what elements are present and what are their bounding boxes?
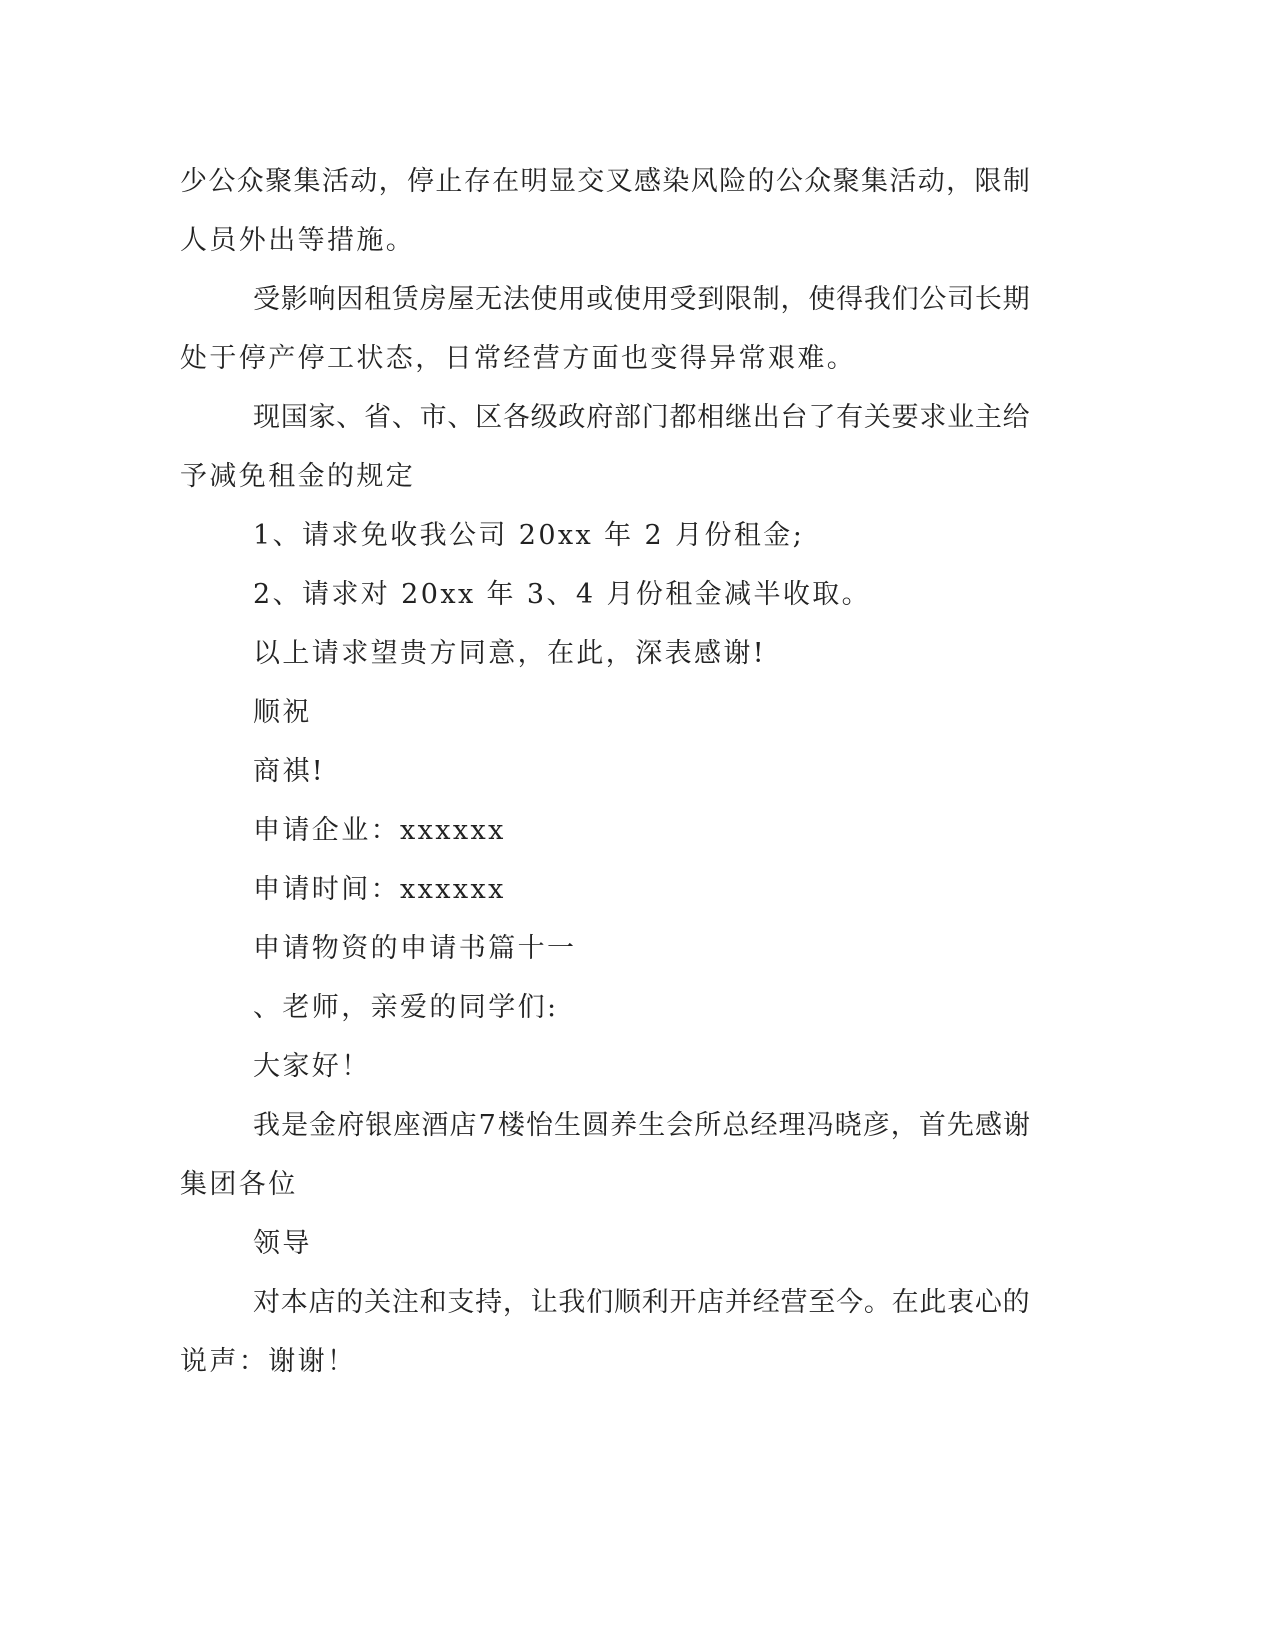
list-item: 1、请求免收我公司 20xx 年 2 月份租金; (253, 520, 805, 551)
list-item: 2、请求对 20xx 年 3、4 月份租金减半收取。 (253, 579, 872, 610)
paragraph-line: 受 影 响 因 租 赁 房 屋 无 法 使 用 或 使 用 受 到 限 制 ， 使 得 我 们 公 司 长 期 (253, 284, 1030, 315)
paragraph-line: 对 本 店 的 关 注 和 支 持 ， 让 我 们 顺 利 开 店 并 经 营 至 今 。 在 此 衷 心 的 (253, 1287, 1030, 1318)
paragraph-line: 我 是 金 府 银 座 酒 店 7 楼 怡 生 圆 养 生 会 所 总 经 理 冯 晓 彦 ， 首 先 感 谢 (253, 1110, 1030, 1141)
greeting-line: 大家好！ (253, 1051, 371, 1082)
applicant-line: 申请企业：xxxxxx (253, 815, 506, 846)
section-heading: 申请物资的申请书篇十一 (253, 933, 577, 964)
document-body (180, 152, 1030, 1391)
paragraph-line: 少 公 众 聚 集 活 动 ， 停 止 存 在 明 显 交 叉 感 染 风 险 的 公 众 聚 集 活 动 ， 限 制 (180, 166, 1030, 197)
greeting-line: 、老师，亲爱的同学们: (253, 992, 559, 1023)
paragraph-line: 领导 (253, 1228, 312, 1259)
paragraph-line: 集团各位 (180, 1169, 298, 1200)
paragraph-line: 人员外出等措施。 (180, 225, 416, 256)
paragraph-line: 说声：谢谢！ (180, 1346, 357, 1377)
salutation-line: 商祺! (253, 756, 326, 787)
closing-line: 以上请求望贵方同意，在此，深表感谢! (253, 638, 767, 669)
paragraph-line: 现 国 家 、 省 、 市 、 区 各 级 政 府 部 门 都 相 继 出 台 了 有 关 要 求 业 主 给 (253, 402, 1030, 433)
date-line: 申请时间：xxxxxx (253, 874, 506, 905)
salutation-line: 顺祝 (253, 697, 312, 728)
paragraph-line: 予减免租金的规定 (180, 461, 416, 492)
paragraph-line: 处于停产停工状态，日常经营方面也变得异常艰难。 (180, 343, 857, 374)
